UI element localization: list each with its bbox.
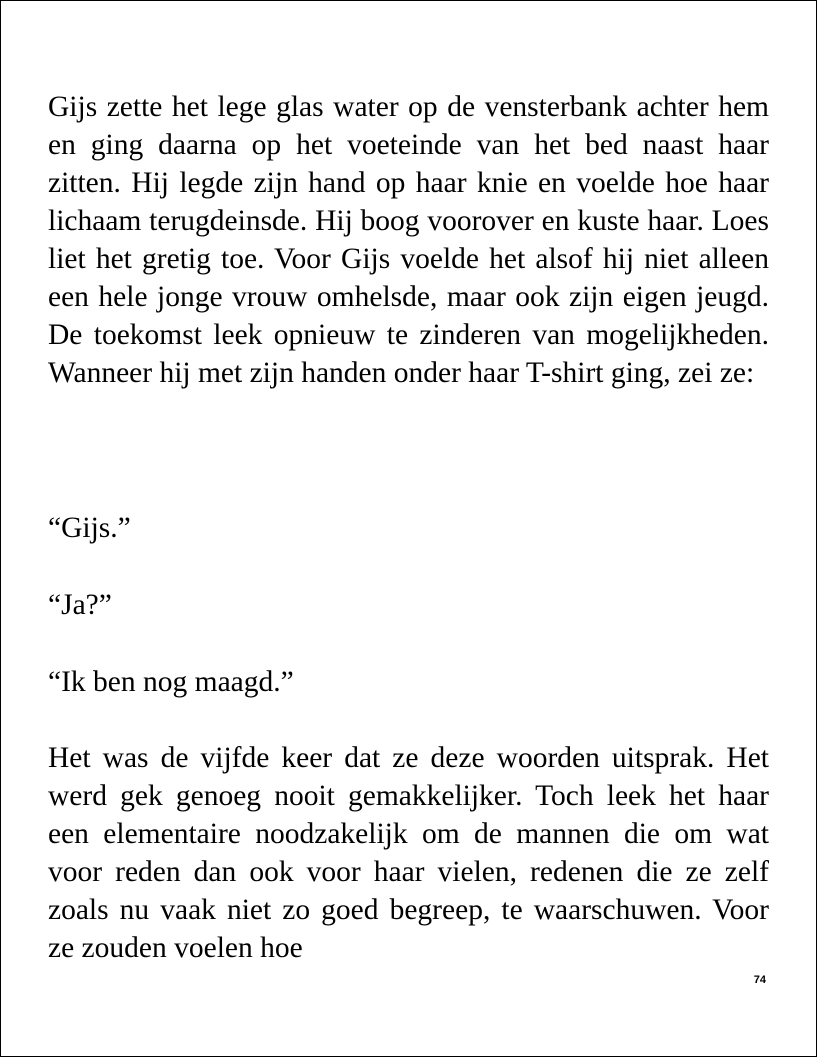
page-number: 74 — [753, 974, 766, 986]
dialogue-line-2: “Ja?” — [48, 589, 112, 621]
paragraph-1: Gijs zette het lege glas water op de vensterbank achter hem en ging daarna op het voeteinde van het bed naast haar zitten. Hij legde zijn hand op haar knie en voelde hoe haar lichaam terugdeinsde. Hij boog voorover en kuste haar. Loes liet het gretig toe. Voor Gijs voelde het alsof hij niet alleen een hele jonge vrouw omhelsde, maar ook zijn eigen jeugd. De toekomst leek opnieuw te zinderen van mogelijkheden. Wanneer hij met zijn handen onder haar T-shirt ging, zei ze: — [48, 91, 769, 389]
dialogue-line-3: “Ik ben nog maagd.” — [48, 666, 294, 698]
dialogue-line-1: “Gijs.” — [48, 512, 131, 544]
paragraph-2: Het was de vijfde keer dat ze deze woorden uitsprak. Het werd gek genoeg nooit gemakkelijker. Toch leek het haar een elementaire noodzakelijk om de mannen die om wat voor reden dan ook voor haar vielen, redenen die ze zelf zoals nu vaak niet zo goed begreep, te waarschuwen. Voor ze zouden voelen hoe — [48, 742, 769, 964]
